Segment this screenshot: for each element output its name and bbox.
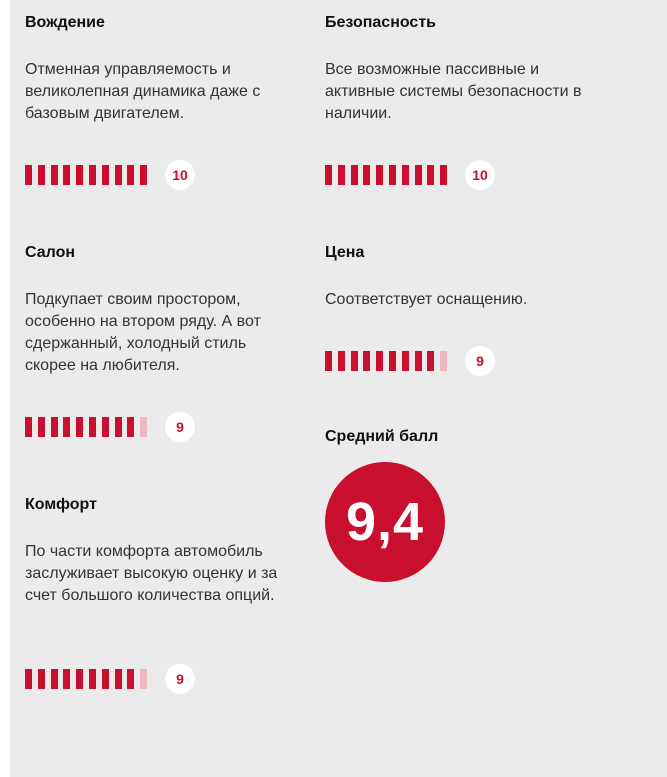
criterion-description: По части комфорта автомобиль заслуживает высокую оценку и за счет большого количества опций. bbox=[25, 543, 278, 604]
rating-bar-empty bbox=[440, 351, 447, 371]
rating-bar-filled bbox=[115, 165, 122, 185]
rating-bar-filled bbox=[402, 165, 409, 185]
score-badge: 9 bbox=[165, 412, 195, 442]
score-badge: 9 bbox=[465, 346, 495, 376]
criterion-title: Салон bbox=[25, 244, 76, 261]
rating-row bbox=[325, 160, 525, 190]
criterion-title: Вождение bbox=[25, 14, 105, 31]
criterion-description: Отменная управляемость и великолепная динамика даже с базовым двигателем. bbox=[25, 61, 261, 122]
rating-bar-filled bbox=[63, 417, 70, 437]
rating-row bbox=[25, 664, 225, 694]
rating-bar-filled bbox=[127, 165, 134, 185]
score-badge: 10 bbox=[165, 160, 195, 190]
rating-bar-filled bbox=[389, 351, 396, 371]
rating-bar-filled bbox=[363, 165, 370, 185]
rating-bar-filled bbox=[338, 165, 345, 185]
rating-bar-filled bbox=[363, 351, 370, 371]
rating-bar-filled bbox=[102, 417, 109, 437]
rating-bar-filled bbox=[89, 165, 96, 185]
rating-bar-filled bbox=[102, 165, 109, 185]
criterion-title: Комфорт bbox=[25, 496, 97, 513]
score-badge: 9 bbox=[165, 664, 195, 694]
rating-bar-filled bbox=[427, 165, 434, 185]
rating-bar-filled bbox=[89, 669, 96, 689]
rating-bar-filled bbox=[63, 669, 70, 689]
rating-bar-filled bbox=[76, 417, 83, 437]
rating-bar-filled bbox=[415, 351, 422, 371]
rating-bar-filled bbox=[325, 165, 332, 185]
rating-bar-filled bbox=[25, 417, 32, 437]
rating-row bbox=[25, 412, 225, 442]
rating-bar-filled bbox=[376, 351, 383, 371]
rating-bar-filled bbox=[440, 165, 447, 185]
rating-bar-filled bbox=[51, 417, 58, 437]
rating-bar-filled bbox=[76, 165, 83, 185]
rating-bar-filled bbox=[351, 351, 358, 371]
average-title: Средний балл bbox=[325, 428, 439, 445]
rating-bar-filled bbox=[127, 669, 134, 689]
rating-bar-empty bbox=[140, 417, 147, 437]
rating-bar-filled bbox=[415, 165, 422, 185]
rating-bar-filled bbox=[38, 165, 45, 185]
rating-bar-filled bbox=[25, 669, 32, 689]
rating-bar-filled bbox=[115, 669, 122, 689]
criterion-description: Подкупает своим простором, особенно на втором ряду. А вот сдержанный, холодный стиль скорее на любителя. bbox=[25, 291, 261, 374]
rating-bar-filled bbox=[51, 669, 58, 689]
rating-bar-empty bbox=[140, 669, 147, 689]
rating-bar-filled bbox=[427, 351, 434, 371]
rating-bar-filled bbox=[140, 165, 147, 185]
rating-row bbox=[325, 346, 525, 376]
criterion-title: Цена bbox=[325, 244, 365, 261]
criterion-description: Все возможные пассивные и активные системы безопасности в наличии. bbox=[325, 61, 582, 122]
rating-row bbox=[25, 160, 225, 190]
criterion-description: Соответствует оснащению. bbox=[325, 291, 528, 308]
rating-bar-filled bbox=[89, 417, 96, 437]
rating-bar-filled bbox=[38, 417, 45, 437]
rating-bar-filled bbox=[127, 417, 134, 437]
rating-bar-filled bbox=[402, 351, 409, 371]
rating-bar-filled bbox=[63, 165, 70, 185]
rating-bar-filled bbox=[376, 165, 383, 185]
score-badge: 10 bbox=[465, 160, 495, 190]
rating-bar-filled bbox=[102, 669, 109, 689]
rating-bar-filled bbox=[25, 165, 32, 185]
rating-bar-filled bbox=[76, 669, 83, 689]
rating-bar-filled bbox=[351, 165, 358, 185]
rating-bar-filled bbox=[338, 351, 345, 371]
rating-bar-filled bbox=[115, 417, 122, 437]
rating-bar-filled bbox=[325, 351, 332, 371]
rating-bar-filled bbox=[38, 669, 45, 689]
criterion-title: Безопасность bbox=[325, 14, 436, 31]
rating-bar-filled bbox=[389, 165, 396, 185]
average-score-circle: 9,4 bbox=[325, 462, 445, 582]
rating-bar-filled bbox=[51, 165, 58, 185]
